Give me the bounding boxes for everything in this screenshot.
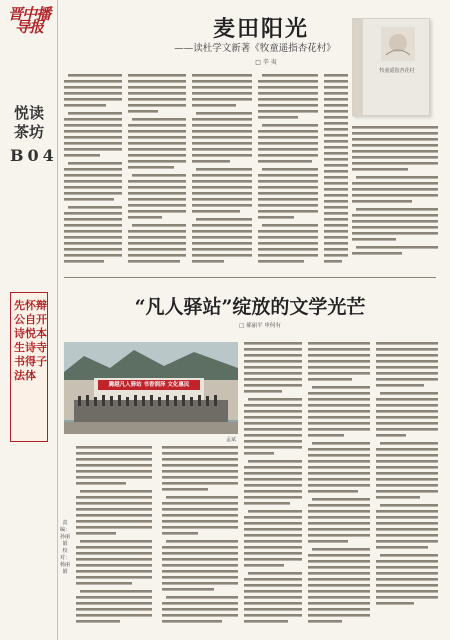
text-lines — [376, 340, 438, 632]
article1-column-1 — [64, 72, 122, 272]
book-title: 牧童遥指杏花村 — [379, 68, 415, 74]
box-column-a: 先公诗生书法 — [14, 299, 25, 382]
box-column-b: 怀自悦诗得体 — [25, 299, 36, 382]
section-name: 悦读茶坊 — [13, 104, 44, 141]
article-divider — [64, 277, 436, 278]
article2-column-2 — [308, 340, 370, 632]
article1-title: 麦田阳光 — [212, 16, 309, 42]
sidebar — [0, 0, 58, 640]
photo-caption: 孟斌 — [225, 437, 236, 443]
article2-title: “凡人驿站”绽放的文学光芒 — [134, 296, 366, 318]
article2-byline: □ 郝丽平 申何有 — [239, 323, 281, 329]
article2-column-3 — [376, 340, 438, 632]
book-spine — [353, 19, 363, 117]
book-cover-art — [381, 27, 415, 61]
text-lines — [244, 340, 302, 632]
text-lines — [192, 72, 252, 272]
edition-number: B04 — [10, 146, 58, 165]
text-lines — [352, 124, 438, 272]
photo-banner-text: 腾越凡人驿站 书香润泽 文化惠民 — [108, 382, 190, 388]
article1-column-2 — [128, 72, 186, 272]
article1-byline: □ 辛 夷 — [255, 59, 277, 66]
article2-column-lower — [76, 444, 238, 632]
text-lines — [308, 340, 370, 632]
article2-column-1 — [244, 340, 302, 632]
sidebar-box — [10, 292, 48, 442]
article1-column-5 — [324, 72, 348, 272]
box-column-c: 辩开本寺子 — [36, 299, 47, 368]
article1-subtitle: ——读杜学文新著《牧童遥指杏花村》 — [174, 43, 336, 54]
text-lines — [324, 72, 348, 272]
text-lines — [258, 72, 318, 272]
station-photo — [64, 342, 238, 434]
text-lines — [76, 444, 238, 632]
masthead-logo: 晋中播导报 — [7, 5, 50, 36]
article1-column-6 — [352, 124, 438, 272]
article1-column-3 — [192, 72, 252, 272]
book-cover-image — [352, 18, 430, 116]
text-lines — [128, 72, 186, 272]
footer-editor: 责编：孙丽娟 校对：杨丽娟 — [60, 520, 71, 575]
text-lines — [64, 72, 122, 272]
article1-column-4 — [258, 72, 318, 272]
